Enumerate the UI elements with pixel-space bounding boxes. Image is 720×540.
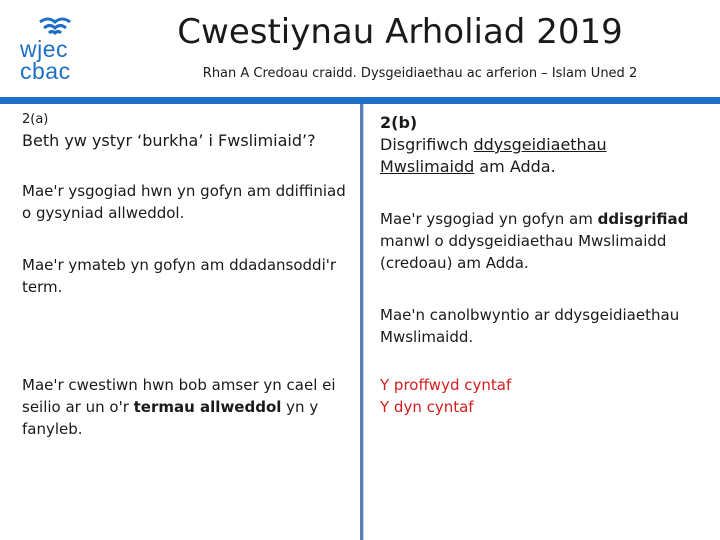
logo-text-cbac: cbac: [20, 58, 71, 84]
underlined-term: ddysgeidiaethau Mwslimaidd: [380, 135, 607, 176]
prompt-note-2a-2: Mae'r ymateb yn gofyn am ddadansoddi'r term.: [22, 256, 337, 296]
logo-text-wjec: wjec: [20, 36, 69, 62]
prompt-note-2a-1: Mae'r ysgogiad hwn yn gofyn am ddiffiniad o gysyniad allweddol.: [22, 182, 346, 222]
text-run: Mae'r ysgogiad yn gofyn am: [380, 210, 598, 228]
text-run: Disgrifiwch: [380, 135, 474, 154]
header-band: [0, 97, 720, 104]
answer-point-1: Y proffwyd cyntaf: [380, 376, 512, 394]
question-label-2b: 2(b): [380, 113, 418, 132]
prompt-note-2a-3: [22, 374, 352, 440]
key-terms: termau allweddol: [133, 398, 282, 416]
text-run: am Adda.: [474, 157, 556, 176]
text-run: manwl o ddysgeidiaethau Mwslimaidd (credoau) am Adda.: [380, 232, 667, 272]
prompt-note-2b-2: Mae'n canolbwyntio ar ddysgeidiaethau Mwslimaidd.: [380, 306, 680, 346]
question-label-2a: 2(a): [22, 112, 49, 127]
column-divider-shadow: [363, 104, 364, 540]
text-run: yn y fanyleb.: [22, 398, 319, 438]
answer-point-2: Y dyn cyntaf: [380, 398, 474, 416]
page-subtitle: Rhan A Credoau craidd. Dysgeidiaethau ac arferion – Islam Uned 2: [202, 66, 638, 81]
key-word: ddisgrifiad: [597, 210, 689, 228]
question-2a: Beth yw ystyr ‘burkha’ i Fwslimiaid’?: [22, 131, 316, 150]
text-run: Mae'r cwestiwn hwn bob amser yn cael ei seilio ar un o'r: [22, 376, 336, 416]
wjec-logo: [20, 16, 90, 82]
question-2b: [380, 134, 700, 178]
prompt-note-2b-1: [380, 208, 720, 274]
header: [0, 0, 720, 97]
page-title: Cwestiynau Arholiad 2019: [177, 12, 623, 52]
